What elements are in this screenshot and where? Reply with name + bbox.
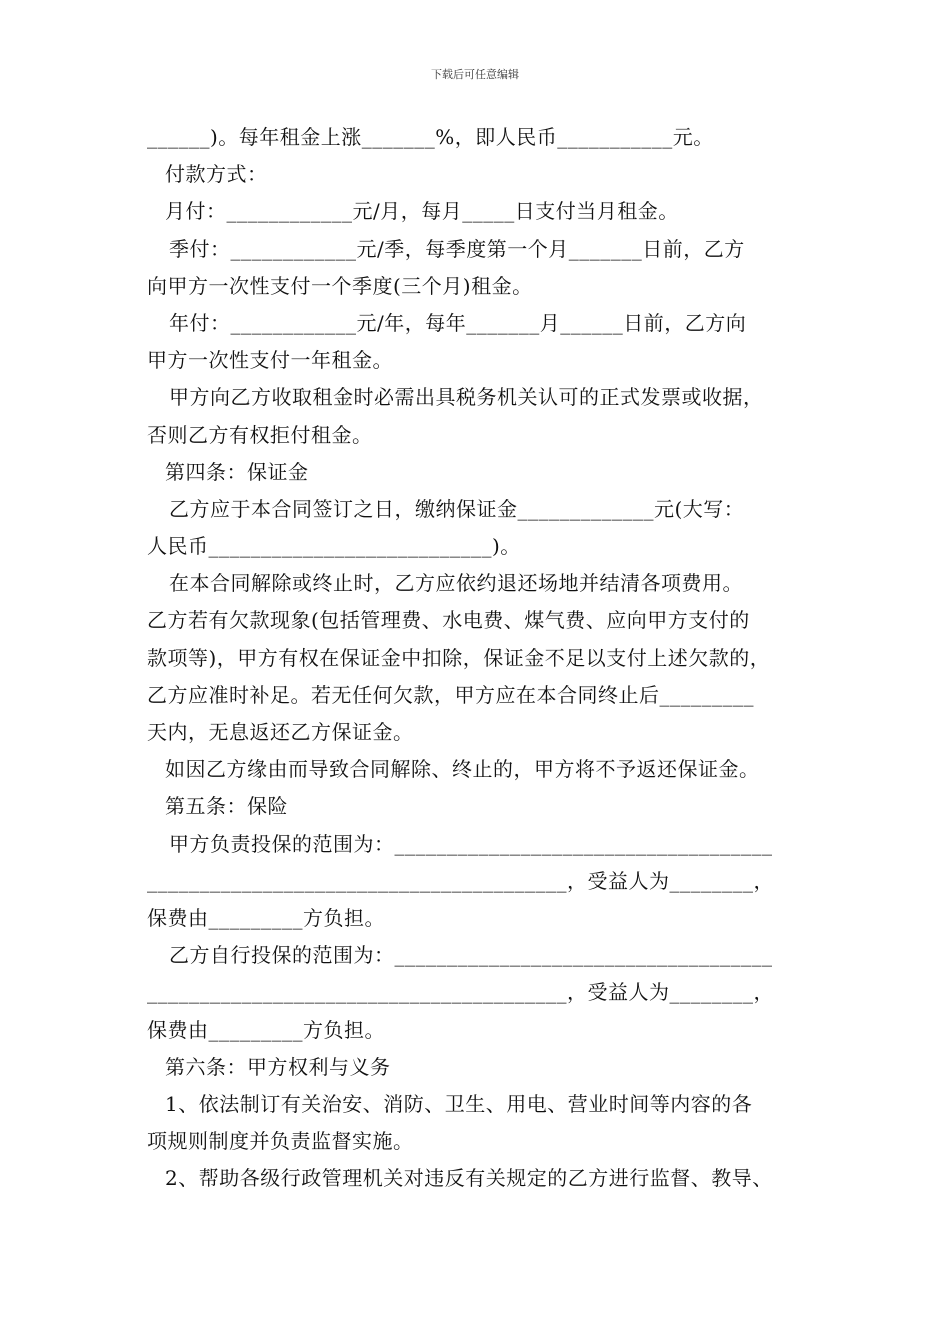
text-line: 天内，无息返还乙方保证金。 xyxy=(147,720,414,744)
text-line: 月付：____________元/月，每月_____日支付当月租金。 xyxy=(165,199,679,224)
text-line: 年付：____________元/年，每年_______月______日前，乙方向 xyxy=(169,310,747,335)
text-line: ______)。每年租金上涨_______%，即人民币___________元。 xyxy=(147,125,714,149)
text-line: 在本合同解除或终止时，乙方应依约退还场地并结清各项费用。 xyxy=(169,571,743,596)
text-line: 款项等)，甲方有权在保证金中扣除，保证金不足以支付上述欠款的， xyxy=(147,645,771,670)
text-line: ________________________________________，受益人为________， xyxy=(147,868,774,893)
text-line: 第五条：保险 xyxy=(165,794,288,819)
text-line: 乙方应于本合同签订之日，缴纳保证金_____________元(大写： xyxy=(169,496,745,521)
text-line: 项规则制度并负责监督实施。 xyxy=(147,1129,414,1154)
text-line: 1、依法制订有关治安、消防、卫生、用电、营业时间等内容的各 xyxy=(165,1091,753,1116)
text-line: 保费由_________方负担。 xyxy=(147,1017,385,1042)
text-line: 保费由_________方负担。 xyxy=(147,905,385,930)
text-line: 付款方式： xyxy=(165,162,268,187)
page-header: 下载后可任意编辑 xyxy=(431,68,519,81)
text-line: 向甲方一次性支付一个季度(三个月)租金。 xyxy=(147,273,533,298)
text-line: 甲方负责投保的范围为：____________________________________ xyxy=(169,831,773,856)
contract-body xyxy=(147,119,827,1197)
text-line: 季付：____________元/季，每季度第一个月_______日前，乙方 xyxy=(169,236,745,261)
text-line: 第四条：保证金 xyxy=(165,459,309,484)
text-line: 乙方若有欠款现象(包括管理费、水电费、煤气费、应向甲方支付的 xyxy=(147,608,750,633)
text-line: 乙方应准时补足。若无任何欠款，甲方应在本合同终止后_________ xyxy=(147,682,754,707)
text-line: 甲方向乙方收取租金时必需出具税务机关认可的正式发票或收据， xyxy=(169,385,764,410)
text-line: 否则乙方有权拒付租金。 xyxy=(147,422,373,447)
text-line: 2、帮助各级行政管理机关对违反有关规定的乙方进行监督、教导、 xyxy=(165,1166,773,1191)
text-line: 如因乙方缘由而导致合同解除、终止的，甲方将不予返还保证金。 xyxy=(165,757,760,782)
text-line: ________________________________________，受益人为________， xyxy=(147,980,774,1005)
text-line: 乙方自行投保的范围为：____________________________________ xyxy=(169,943,773,968)
text-line: 甲方一次性支付一年租金。 xyxy=(147,348,393,373)
text-line: 人民币___________________________)。 xyxy=(147,534,521,559)
text-line: 第六条：甲方权利与义务 xyxy=(165,1054,391,1079)
